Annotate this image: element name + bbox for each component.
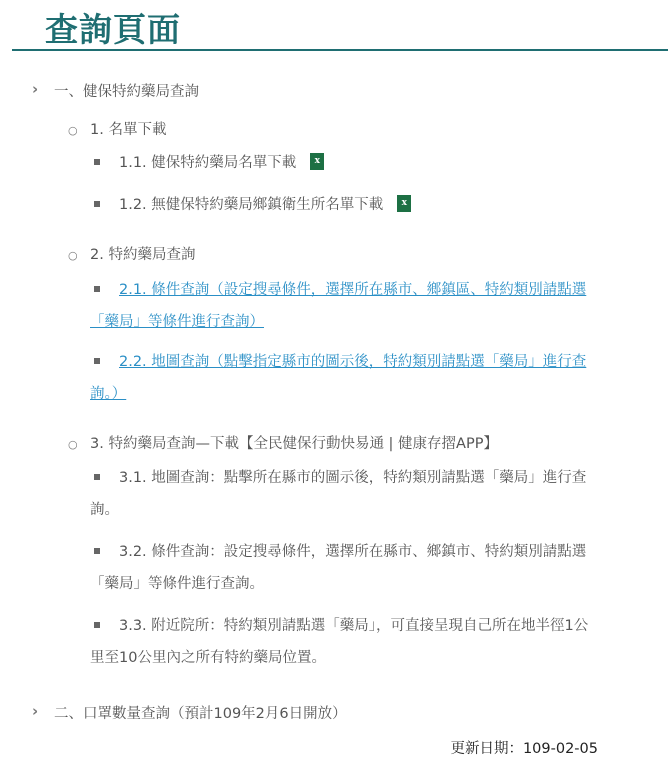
list-item <box>90 610 602 674</box>
title-divider <box>12 49 668 51</box>
list-item <box>90 346 602 410</box>
subsection-list-download <box>68 118 166 139</box>
list-item <box>90 274 602 338</box>
circle-bullet-icon: ○ <box>68 438 78 451</box>
condition-query-link[interactable]: 2.1. 條件查詢（設定搜尋條件，選擇所在縣市、鄉鎮區、特約類別請點選「藥局」等條件進行查詢） <box>90 282 587 330</box>
list-item <box>90 147 602 179</box>
subsection-label: 2. 特約藥局查詢 <box>90 247 196 263</box>
circle-bullet-icon: ○ <box>68 124 78 137</box>
square-bullet-icon <box>94 622 100 628</box>
download-health-station-list-label: 1.2. 無健保特約藥局鄉鎮衛生所名單下載 <box>119 197 384 213</box>
section-label: 一、健保特約藥局查詢 <box>54 84 199 100</box>
item-text: 3.2. 條件查詢：設定搜尋條件，選擇所在縣市、鄉鎮市、特約類別請點選「藥局」等條件進行查詢。 <box>90 544 587 592</box>
subsection-label: 3. 特約藥局查詢—下載【全民健保行動快易通 | 健康存摺APP】 <box>90 436 498 452</box>
item-text: 3.1. 地圖查詢：點擊所在縣市的圖示後，特約類別請點選「藥局」進行查詢。 <box>90 470 587 518</box>
update-date: 更新日期：109-02-05 <box>450 741 598 757</box>
list-item <box>90 536 602 600</box>
chevron-right-icon: › <box>32 80 39 98</box>
download-pharmacy-list-label: 1.1. 健保特約藥局名單下載 <box>119 155 297 171</box>
subsection-pharmacy-query <box>68 243 195 264</box>
list-item <box>90 189 602 221</box>
chevron-right-icon: › <box>32 702 39 720</box>
map-query-link[interactable]: 2.2. 地圖查詢（點擊指定縣市的圖示後，特約類別請點選「藥局」進行查詢。） <box>90 354 587 402</box>
square-bullet-icon <box>94 159 100 165</box>
circle-bullet-icon: ○ <box>68 249 78 262</box>
list-item <box>90 462 602 526</box>
square-bullet-icon <box>94 548 100 554</box>
square-bullet-icon <box>94 474 100 480</box>
excel-icon[interactable]: x <box>397 195 411 212</box>
subsection-app-query <box>68 432 498 453</box>
item-text: 3.3. 附近院所：特約類別請點選「藥局」，可直接呈現自己所在地半徑1公里至10公里內之所有特約藥局位置。 <box>90 618 589 666</box>
excel-icon[interactable]: x <box>310 153 324 170</box>
subsection-label: 1. 名單下載 <box>90 122 167 138</box>
square-bullet-icon <box>94 358 100 364</box>
section-label: 二、口罩數量查詢（預計109年2月6日開放） <box>54 706 347 722</box>
square-bullet-icon <box>94 201 100 207</box>
square-bullet-icon <box>94 286 100 292</box>
page-title: 查詢頁面 <box>45 10 181 49</box>
